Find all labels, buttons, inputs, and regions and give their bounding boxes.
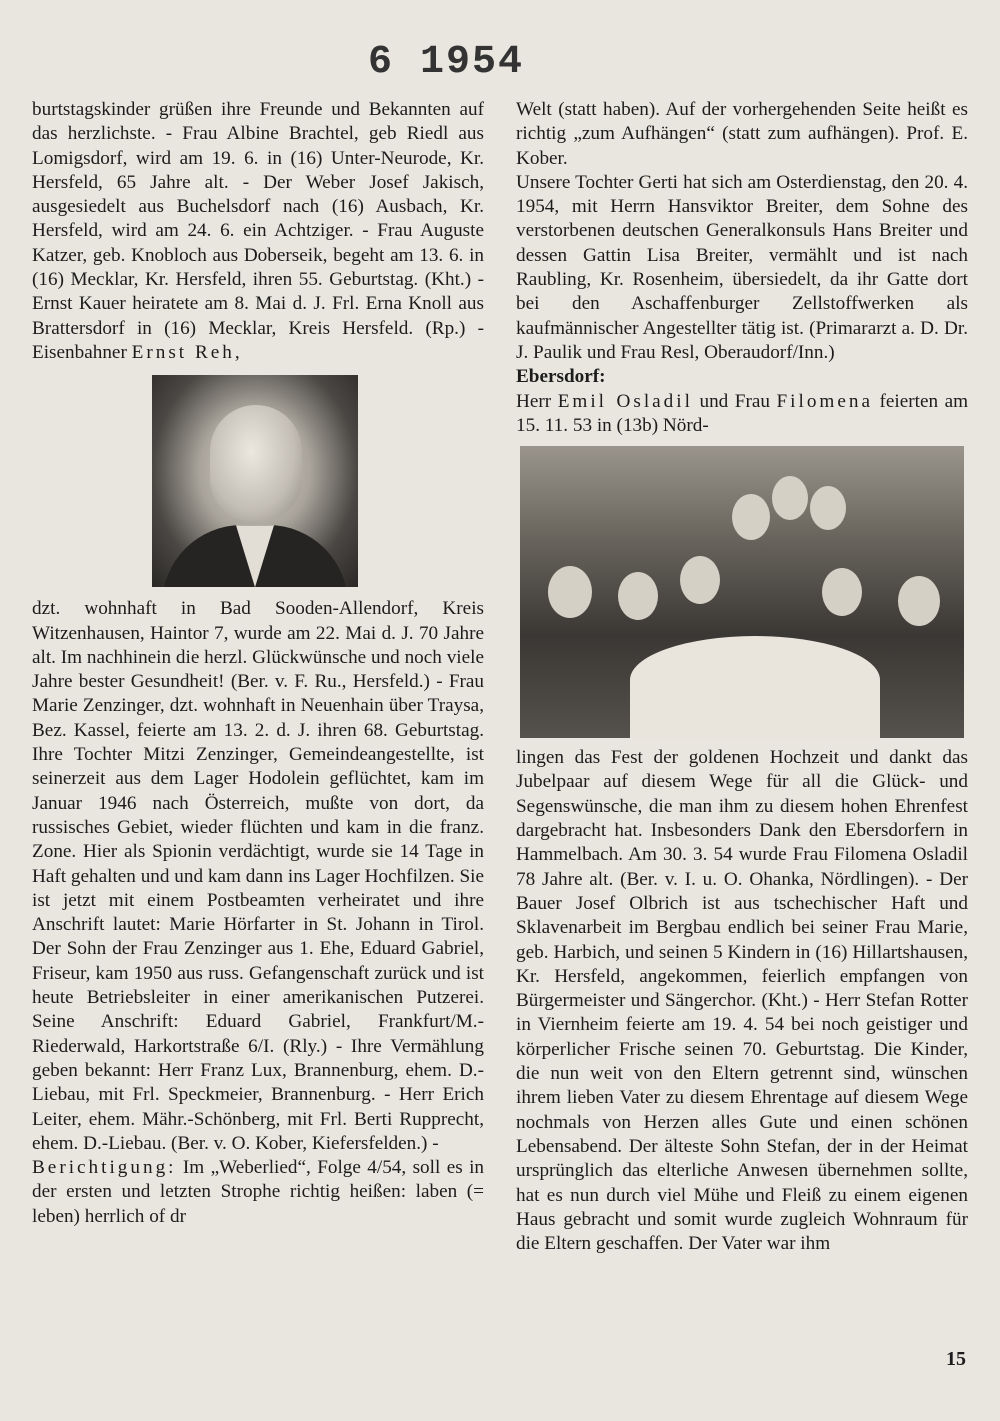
text-run: Im „Weberlied“, Folge 4/54, soll es in der ersten und letzten Strophe richtig heißen: laben (= leben) herrlich of dr bbox=[32, 1157, 484, 1227]
photo-person bbox=[618, 572, 658, 620]
article-text: lingen das Fest der goldenen Hochzeit und dankt das Jubelpaar auf diesem Wege für all die Glück- und Segenswünsche, die man ihm zu diesem hohen Ehrenfest dargebracht hat. Insbesonders Dank den Ebersdorfern in Hammelbach. Am 30. 3. 54 wurde Frau Filomena Osladil 78 Jahre alt. (Ber. v. I. u. O. Ohanka, Nördlingen). - Der Bauer Josef Olbrich ist aus tschechischer Haft und Sklavenarbeit im Bergbau endlich bei seiner Frau Marie, geb. Harbich, und seinen 5 Kindern in (16) Hillartshausen, Kr. Hersfeld, angekommen, feierlich empfangen von Bürgermeister und Sängerchor. (Kht.) - Herr Stefan Rotter in Viernheim feierte am 19. 4. 54 bei noch geistiger und körperlicher Frische seinen 70. Geburtstag. Die Kinder, die nun weit von den Eltern getrennt sind, wünschen ihrem lieben Vater zu diesem Ehrentage auf diesem Wege nochmals von Herzen alles Gute und einen schönen Lebensabend. Der älteste Sohn Stefan, der in der Heimat ursprünglich das elterliche Anwesen übernehmen sollte, hat es nun durch viel Mühe und Fleiß zu einem eigenen Haus gebracht und somit wurde zugleich Wohnraum für die Eltern geschaffen. Der Vater war ihm bbox=[516, 747, 968, 1255]
issue-stamp: 6 1954 bbox=[368, 40, 525, 85]
photo-person bbox=[772, 476, 808, 520]
correction-label: Berichtigung: bbox=[32, 1157, 177, 1179]
photo-person bbox=[898, 576, 940, 626]
article-text bbox=[32, 1156, 484, 1229]
article-text: Welt (statt haben). Auf der vorhergehenden Seite heißt es richtig „zum Aufhängen“ (statt zum aufhängen). Prof. E. Kober. bbox=[516, 99, 968, 169]
photo-table bbox=[630, 636, 880, 738]
left-column bbox=[32, 98, 484, 1229]
article-text: dzt. wohnhaft in Bad Sooden-Allendorf, Kreis Witzenhausen, Haintor 7, wurde am 22. Mai d. J. 70 Jahre alt. Im nachhinein die herzl. Glückwünsche und noch viele Jahre bester Gesundheit! (Ber. v. F. Ru., Hersfeld.) - Frau Marie Zenzinger, dzt. wohnhaft in Neuenhain über Traysa, Bez. Kassel, feierte am 13. 2. d. J. ihren 68. Geburtstag. Ihre Tochter Mitzi Zenzinger, Gemeindeangestellte, ist seinerzeit aus dem Lager Hodolein geflüchtet, kam im Januar 1946 nach Österreich, mußte von dort, da russisches Gebiet, wieder flüchten und kam in die franz. Zone. Hier als Spionin verdächtigt, wurde sie 14 Tage in Haft gehalten und und kam dann ins Lager Hochfilzen. Sie ist jetzt mit einem Postbeamten verheiratet und ihre Anschrift lautet: Marie Hörfarter in St. Johann in Tirol. Der Sohn der Frau Zenzinger aus 1. Ehe, Eduard Gabriel, Friseur, kam 1950 aus russ. Gefangenschaft zurück und ist heute Betriebsleiter in einer amerikanischen Putzerei. Seine Anschrift: Eduard Gabriel, Frankfurt/M.-Riederwald, Harkortstraße 6/I. (Rly.) - Ihre Vermählung geben bekannt: Herr Franz Lux, Brannenburg, ehem. D.-Liebau, mit Frl. Speckmeier, Brannenburg. - Herr Erich Leiter, ehem. Mähr.-Schönberg, mit Frl. Berti Rupprecht, ehem. D.-Liebau. (Ber. v. O. Kober, Kiefersfelden.) - bbox=[32, 598, 484, 1154]
photo-person bbox=[810, 486, 846, 530]
section-heading: Ebersdorf: bbox=[516, 366, 606, 388]
page-number: 15 bbox=[946, 1348, 966, 1370]
person-name: Emil Osladil bbox=[557, 390, 693, 412]
photo-person bbox=[732, 494, 770, 540]
text-run: und Frau bbox=[699, 390, 770, 412]
person-name: Filomena bbox=[776, 390, 873, 412]
portrait-photo bbox=[152, 375, 358, 587]
article-text bbox=[32, 98, 484, 365]
photo-person bbox=[548, 566, 592, 618]
article-text bbox=[516, 390, 968, 439]
photo-person bbox=[822, 568, 862, 616]
photo-head bbox=[210, 405, 302, 521]
right-column bbox=[516, 98, 968, 1256]
text-run: Herr bbox=[516, 390, 552, 412]
person-name: Ernst Reh, bbox=[131, 341, 243, 363]
group-photo bbox=[520, 446, 964, 738]
photo-person bbox=[680, 556, 720, 604]
text-run: feierten am 15. 11. 53 in (13b) Nörd- bbox=[516, 390, 969, 436]
article-text: Unsere Tochter Gerti hat sich am Osterdienstag, den 20. 4. 1954, mit Herrn Hansviktor Breiter, dem Sohne des verstorbenen deutschen Generalkonsuls Hans Breiter und dessen Gattin Lisa Breiter, vermählt und ist nach Raubling, Kr. Rosenheim, übersiedelt, da ihr Gatte dort bei den Aschaffenburger Zellstoffwerken als kaufmännischer Angestellter tätig ist. (Primararzt a. D. Dr. J. Paulik und Frau Resl, Oberaudorf/Inn.) bbox=[516, 171, 968, 363]
text-run: burtstagskinder grüßen ihre Freunde und Bekannten auf das herzlichste. - Frau Albine Brachtel, geb Riedl aus Lomigsdorf, wird am 19. 6. in (16) Unter-Neurode, Kr. Hersfeld, 65 Jahre alt. - Der Weber Josef Jakisch, ausgesiedelt aus Buchelsdorf nach (16) Ausbach, Kr. Hersfeld, wird am 24. 6. ein Achtziger. - Frau Auguste Katzer, geb. Knobloch aus Doberseik, begeht am 13. 6. in (16) Mecklar, Kr. Hersfeld, ihren 55. Geburtstag. (Kht.) - Ernst Kauer heiratete am 8. Mai d. J. Frl. Erna Knoll aus Brattersdorf in (16) Mecklar, Kreis Hersfeld. (Rp.) - Eisenbahner bbox=[32, 99, 484, 363]
